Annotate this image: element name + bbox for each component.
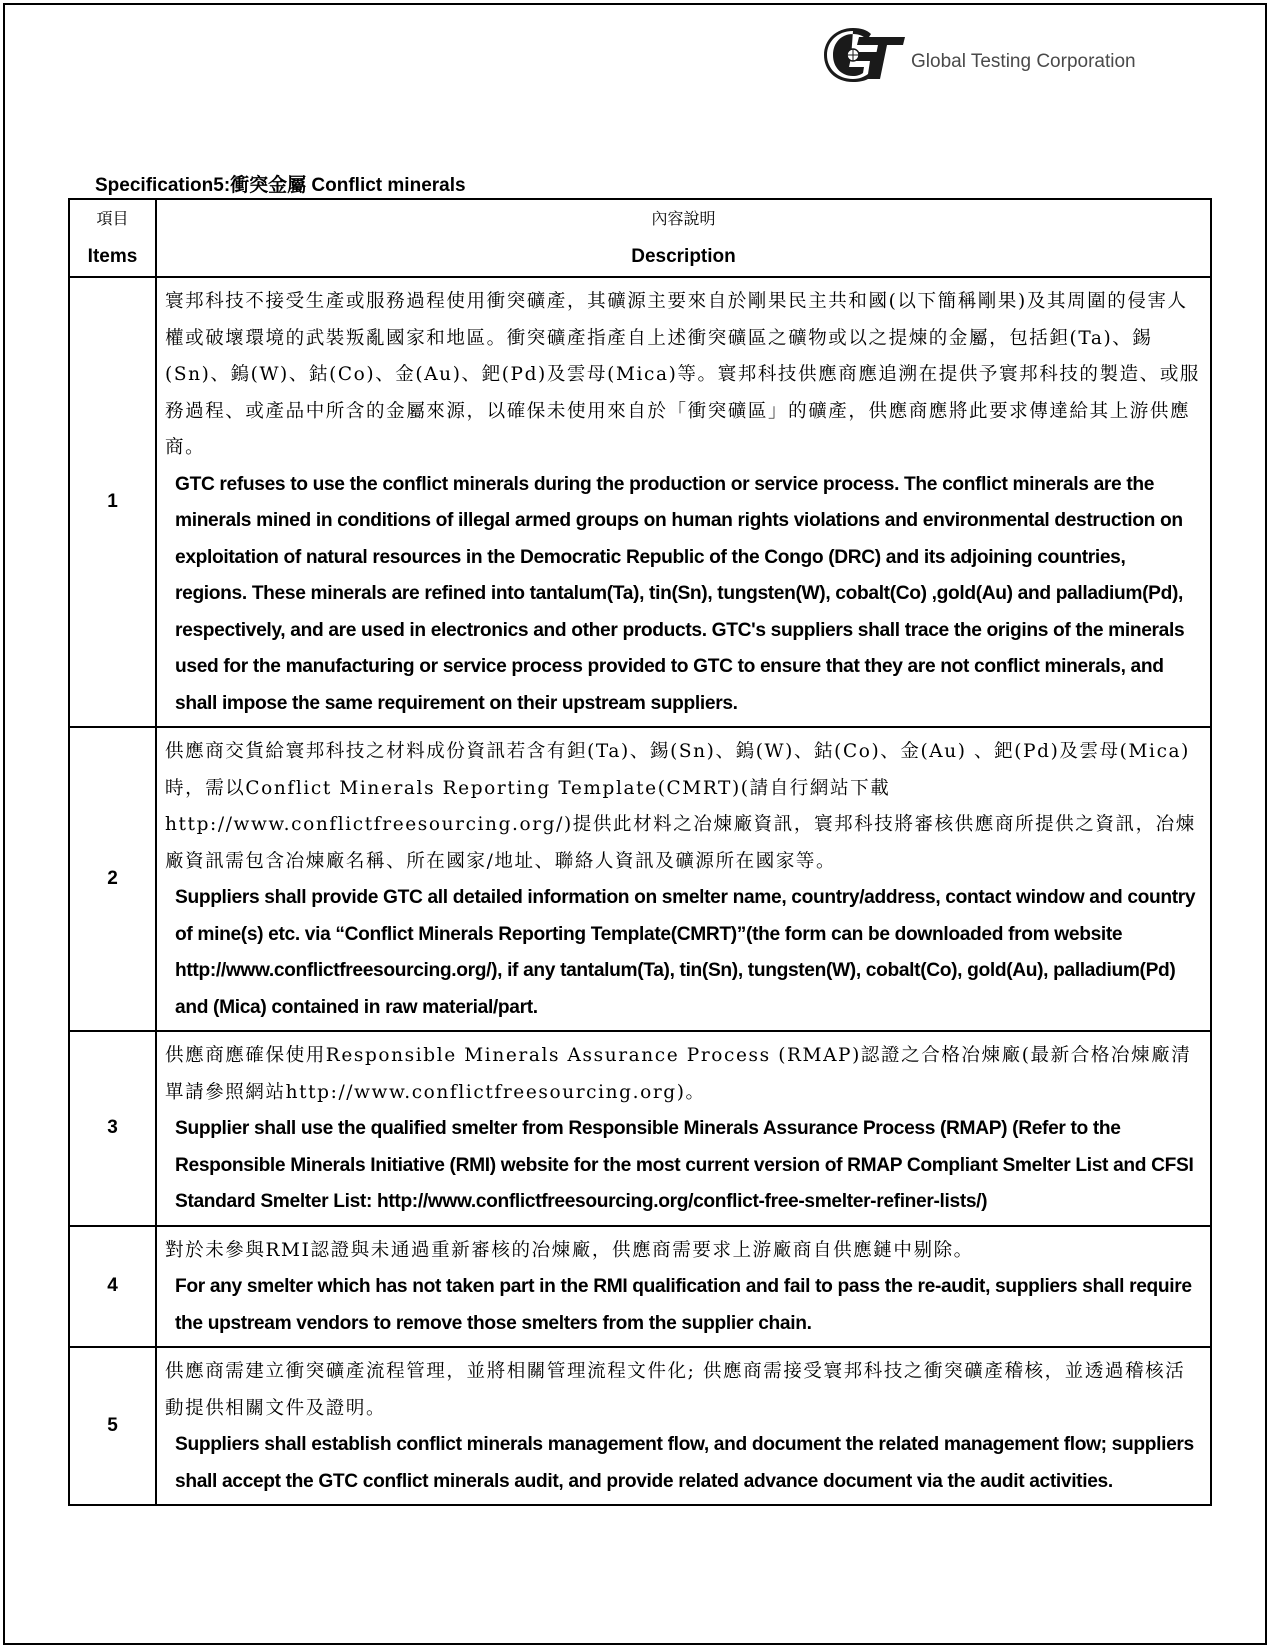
item-number: 4 <box>69 1226 156 1348</box>
table-row <box>69 1031 1211 1226</box>
description-zh: 對於未參與RMI認證與未通過重新審核的冶煉廠，供應商需要求上游廠商自供應鏈中剔除。 <box>165 1239 974 1261</box>
description-en: Suppliers shall provide GTC all detailed information on smelter name, country/address, contact window and country of mine(s) etc. via “Conflict Minerals Reporting Template(CMRT)”(the form can be downloaded from website http://www.conflictfreesourcing.org/), if any tantalum(Ta), tin(Sn), tungsten(W), cobalt(Co), gold(Au), palladium(Pd) and (Mica) contained in raw material/part. <box>175 887 1196 1018</box>
item-description <box>156 1347 1211 1505</box>
table-row <box>69 277 1211 727</box>
items-header <box>69 199 156 277</box>
description-zh: 供應商需建立衝突礦產流程管理，並將相關管理流程文件化; 供應商需接受寰邦科技之衝突礦產稽核，並透過稽核活動提供相關文件及證明。 <box>165 1361 1186 1419</box>
specification-table <box>68 198 1212 1506</box>
description-zh: 寰邦科技不接受生產或服務過程使用衝突礦產，其礦源主要來自於剛果民主共和國(以下簡稱剛果)及其周圍的侵害人權或破壞環境的武裝叛亂國家和地區。衝突礦產指產自上述衝突礦區之礦物或以之提煉的金屬，包括鉭(Ta)、錫(Sn)、鎢(W)、鈷(Co)、金(Au)、鈀(Pd)及雲母(Mica)等。寰邦科技供應商應追溯在提供予寰邦科技的製造、或服務過程、或產品中所含的金屬來源，以確保未使用來自於「衝突礦區」的礦產，供應商應將此要求傳達給其上游供應商。 <box>165 291 1201 458</box>
description-zh: 供應商應確保使用Responsible Minerals Assurance Process (RMAP)認證之合格冶煉廠(最新合格冶煉廠清單請參照網站http://www.conflictfreesourcing.org)。 <box>165 1045 1192 1103</box>
description-en: For any smelter which has not taken part in the RMI qualification and fail to pass the re-audit, suppliers shall require the upstream vendors to remove those smelters from the supplier chain. <box>175 1276 1192 1334</box>
item-number: 3 <box>69 1031 156 1226</box>
item-description <box>156 727 1211 1031</box>
description-header-zh: 內容說明 <box>651 209 716 228</box>
spec-title: Specification5:衝突金屬 Conflict minerals <box>95 175 466 196</box>
description-header <box>156 199 1211 277</box>
item-number: 2 <box>69 727 156 1031</box>
description-en: Suppliers shall establish conflict minerals management flow, and document the related management flow; suppliers shall accept the GTC conflict minerals audit, and provide related advance document via the audit activities. <box>175 1434 1194 1492</box>
company-name: Global Testing Corporation <box>911 51 1136 72</box>
items-header-en: Items <box>87 246 138 267</box>
description-zh: 供應商交貨給寰邦科技之材料成份資訊若含有鉭(Ta)、錫(Sn)、鎢(W)、鈷(Co)、金(Au) 、鈀(Pd)及雲母(Mica)時，需以Conflict Minerals Reporting Template(CMRT)(請自行網站下載http://www.conflictfreesourcing.org/)提供此材料之冶煉廠資訊，寰邦科技將審核供應商所提供之資訊，冶煉廠資訊需包含冶煉廠名稱、所在國家/地址、聯絡人資訊及礦源所在國家等。 <box>165 741 1196 872</box>
table-row <box>69 1226 1211 1348</box>
description-header-en: Description <box>631 246 736 267</box>
company-logo <box>823 25 1136 85</box>
description-en: Supplier shall use the qualified smelter from Responsible Minerals Assurance Process (RMAP) (Refer to the Responsible Minerals Initiative (RMI) website for the most current version of RMAP Compliant Smelter List and CFSI Standard Smelter List: http://www.conflictfreesourcing.org/conflict-free-smelter-refiner-lists/) <box>175 1118 1194 1212</box>
table-row <box>69 727 1211 1031</box>
item-description <box>156 1031 1211 1226</box>
items-header-zh: 項目 <box>96 209 129 228</box>
item-number: 5 <box>69 1347 156 1505</box>
item-description <box>156 277 1211 727</box>
gtc-logo-icon <box>823 27 905 83</box>
table-row <box>69 1347 1211 1505</box>
description-en: GTC refuses to use the conflict minerals during the production or service process. The conflict minerals are the minerals mined in conditions of illegal armed groups on human rights violations and environmental destruction on exploitation of natural resources in the Democratic Republic of the Congo (DRC) and its adjoining countries, regions. These minerals are refined into tantalum(Ta), tin(Sn), tungsten(W), cobalt(Co) ,gold(Au) and palladium(Pd), respectively, and are used in electronics and other products. GTC's suppliers shall trace the origins of the minerals used for the manufacturing or service process provided to GTC to ensure that they are not conflict minerals, and shall impose the same requirement on their upstream suppliers. <box>175 473 1185 714</box>
table-header-row <box>69 199 1211 277</box>
item-description <box>156 1226 1211 1348</box>
item-number: 1 <box>69 277 156 727</box>
